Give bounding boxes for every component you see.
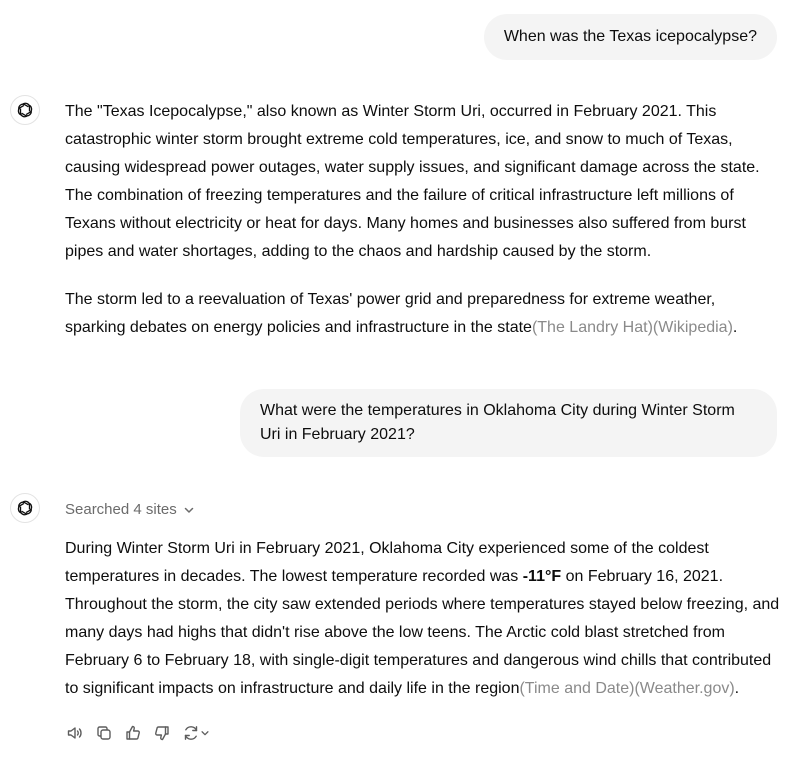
citation-link[interactable]: (Wikipedia) — [652, 319, 733, 336]
assistant-avatar — [10, 493, 40, 523]
message-actions-toolbar — [63, 720, 213, 746]
searched-sites-label: Searched 4 sites — [65, 501, 177, 518]
citation-link[interactable]: (The Landry Hat) — [531, 319, 653, 336]
answer-text: The storm led to a reevaluation of Texas' power grid and preparedness for extreme weather, sparking debates on energy policies and infrastructure in the state — [65, 291, 716, 336]
bad-response-button[interactable] — [150, 720, 173, 746]
copy-icon — [95, 724, 113, 742]
good-response-button[interactable] — [121, 720, 144, 746]
openai-logo-icon — [15, 498, 35, 518]
answer-text: . — [734, 680, 740, 697]
user-message-text: What were the temperatures in Oklahoma City during Winter Storm Uri in February 2021? — [260, 402, 735, 443]
answer-text: on February 16, 2021. Throughout the storm, the city saw extended periods where temperatures stayed below freezing, and many days had highs that didn't rise above the low teens. The Arctic cold blast stretched from February 6 to February 18, with single-digit temperatures and dangerous wind chills that contributed to significant impacts on infrastructure and daily life in the region — [65, 568, 780, 697]
assistant-message-2 — [65, 535, 780, 723]
regenerate-icon — [182, 724, 200, 742]
read-aloud-button[interactable] — [63, 720, 86, 746]
answer-paragraph — [65, 535, 780, 703]
openai-logo-icon — [15, 100, 35, 120]
chevron-down-icon — [200, 728, 210, 738]
speaker-icon — [66, 724, 84, 742]
chevron-down-icon — [183, 504, 195, 516]
answer-text: During Winter Storm Uri in February 2021, Oklahoma City experienced some of the coldest temperatures in decades. The lowest temperature recorded was — [65, 540, 709, 585]
thumbs-down-icon — [153, 724, 171, 742]
user-message-1 — [484, 14, 777, 60]
user-message-text: When was the Texas icepocalypse? — [503, 28, 757, 45]
assistant-message-1 — [65, 98, 780, 362]
assistant-avatar — [10, 95, 40, 125]
copy-button[interactable] — [92, 720, 115, 746]
user-message-2 — [240, 389, 777, 457]
answer-bold-text: -11°F — [522, 568, 562, 585]
answer-paragraph: The "Texas Icepocalypse," also known as Winter Storm Uri, occurred in February 2021. This catastrophic winter storm brought extreme cold temperatures, ice, and snow to much of Texas, causing widespread power outages, water supply issues, and significant damage across the state. The combination of freezing temperatures and the failure of critical infrastructure left millions of Texans without electricity or heat for days. Many homes and businesses also suffered from burst pipes and water shortages, adding to the chaos and hardship caused by the storm. — [65, 103, 760, 260]
answer-paragraph — [65, 286, 780, 342]
citation-link[interactable]: (Time and Date) — [519, 680, 635, 697]
citation-link[interactable]: (Weather.gov) — [634, 680, 735, 697]
searched-sites-toggle[interactable] — [65, 498, 195, 522]
thumbs-up-icon — [124, 724, 142, 742]
regenerate-button[interactable] — [179, 720, 213, 746]
answer-text: . — [732, 319, 738, 336]
